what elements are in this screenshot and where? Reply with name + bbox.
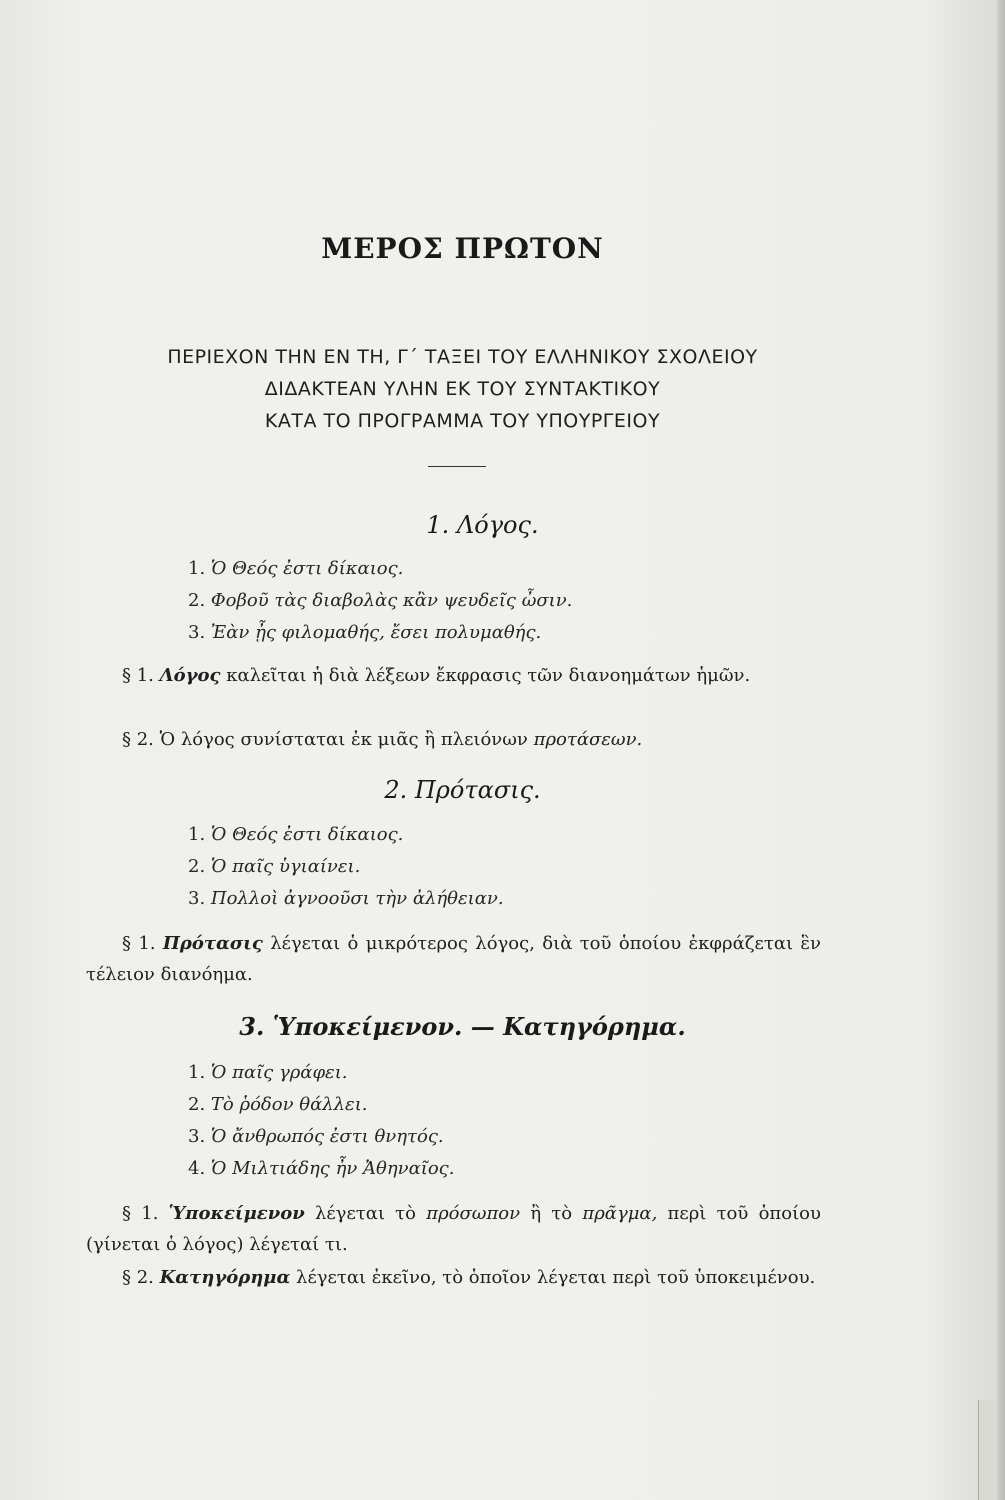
rule-term: Πρότασις: [162, 933, 263, 954]
example-number: 3.: [188, 1126, 206, 1147]
example-number: 3.: [188, 888, 206, 909]
example-text: Ὁ παῖς γράφει.: [210, 1062, 348, 1083]
rule-paragraph: [86, 1262, 821, 1293]
example-line: [188, 824, 403, 845]
rule-text: λέγεται τὸ: [314, 1203, 416, 1224]
example-number: 2.: [188, 1094, 206, 1115]
rule-text: Ὁ λόγος συνίσταται ἐκ μιᾶς ἢ πλειόνων: [159, 729, 528, 750]
section-heading-logos: 1. Λόγος.: [426, 511, 539, 539]
rule-paragraph: [86, 1198, 821, 1260]
section-sign: § 2.: [122, 729, 154, 750]
subtitle-line-1: ΠΕΡΙΕΧΟΝ ΤΗΝ ΕΝ ΤΗ, Γ΄ ΤΑΞΕΙ ΤΟΥ ΕΛΛΗΝΙΚΟΥ ΣΧΟΛΕΙΟΥ: [167, 346, 758, 368]
page-title: ΜΕΡΟΣ ΠΡΩΤΟΝ: [321, 232, 604, 265]
example-line: [188, 1062, 348, 1083]
rule-term: Ὑποκείμενον: [168, 1203, 305, 1224]
example-text: Ὁ παῖς ὑγιαίνει.: [210, 856, 361, 877]
example-text: Ὁ Θεός ἐστι δίκαιος.: [210, 824, 404, 845]
section-sign: § 2.: [122, 1267, 154, 1288]
example-text: Πολλοὶ ἀγνοοῦσι τὴν ἀλήθειαν.: [210, 888, 504, 909]
example-text: Ὁ Θεός ἐστι δίκαιος.: [210, 558, 404, 579]
example-line: [188, 558, 403, 579]
rule-paragraph: [86, 928, 821, 990]
example-line: [188, 856, 360, 877]
subtitle-line-2: ΔΙΔΑΚΤΕΑΝ ΥΛΗΝ ΕΚ ΤΟΥ ΣΥΝΤΑΚΤΙΚΟΥ: [264, 378, 661, 400]
rule-paragraph: [86, 660, 821, 691]
rule-text-italic: πρᾶγμα,: [582, 1203, 658, 1224]
example-line: [188, 1094, 368, 1115]
rule-text: λέγεται ἐκεῖνο, τὸ ὁποῖον λέγεται περὶ τοῦ ὑποκειμένου.: [296, 1267, 816, 1288]
example-number: 1.: [188, 1062, 206, 1083]
example-text: Τὸ ῥόδον θάλλει.: [210, 1094, 368, 1115]
example-number: 2.: [188, 590, 206, 611]
rule-text: περὶ τοῦ ὁποίου (γίνεται ὁ λόγος) λέγεταί τι.: [86, 1203, 821, 1255]
example-line: [188, 888, 504, 909]
rule-paragraph: [86, 724, 821, 755]
rule-text: καλεῖται ἡ διὰ λέξεων ἔκφρασις τῶν διανοημάτων ἡμῶν.: [226, 665, 751, 686]
example-text: Ὁ Μιλτιάδης ἦν Ἀθηναῖος.: [210, 1158, 455, 1179]
example-number: 3.: [188, 622, 206, 643]
page-edge: [997, 0, 1005, 1500]
example-text: Φοβοῦ τὰς διαβολὰς κἂν ψευδεῖς ὦσιν.: [210, 590, 573, 611]
section-sign: § 1.: [122, 1203, 159, 1224]
section-sign: § 1.: [122, 933, 156, 954]
rule-text-italic: προτάσεων.: [533, 729, 643, 750]
example-line: [188, 1126, 444, 1147]
rule-term: Κατηγόρημα: [159, 1267, 291, 1288]
section-heading-subject-predicate: 3. Ὑποκείμενον. — Κατηγόρημα.: [239, 1012, 686, 1041]
example-line: [188, 1158, 454, 1179]
divider: [428, 466, 486, 467]
page-tab: [978, 1400, 997, 1500]
example-number: 1.: [188, 824, 206, 845]
rule-text: λέγεται ὁ μικρότερος λόγος, διὰ τοῦ ὁποίου ἐκφράζεται ἓν τέλειον διανόημα.: [86, 933, 821, 985]
example-number: 2.: [188, 856, 206, 877]
example-text: Ἐὰν ᾖς φιλομαθής, ἔσει πολυμαθής.: [210, 622, 542, 643]
example-text: Ὁ ἄνθρωπός ἐστι θνητός.: [210, 1126, 444, 1147]
example-line: [188, 622, 541, 643]
rule-text-italic: πρόσωπον: [426, 1203, 521, 1224]
rule-text: ἢ τὸ: [530, 1203, 573, 1224]
example-line: [188, 590, 572, 611]
section-sign: § 1.: [122, 665, 154, 686]
section-heading-protasis: 2. Πρότασις.: [384, 776, 541, 804]
example-number: 4.: [188, 1158, 206, 1179]
subtitle-line-3: ΚΑΤΑ ΤΟ ΠΡΟΓΡΑΜΜΑ ΤΟΥ ΥΠΟΥΡΓΕΙΟΥ: [264, 410, 661, 432]
example-number: 1.: [188, 558, 206, 579]
rule-term: Λόγος: [159, 665, 221, 686]
